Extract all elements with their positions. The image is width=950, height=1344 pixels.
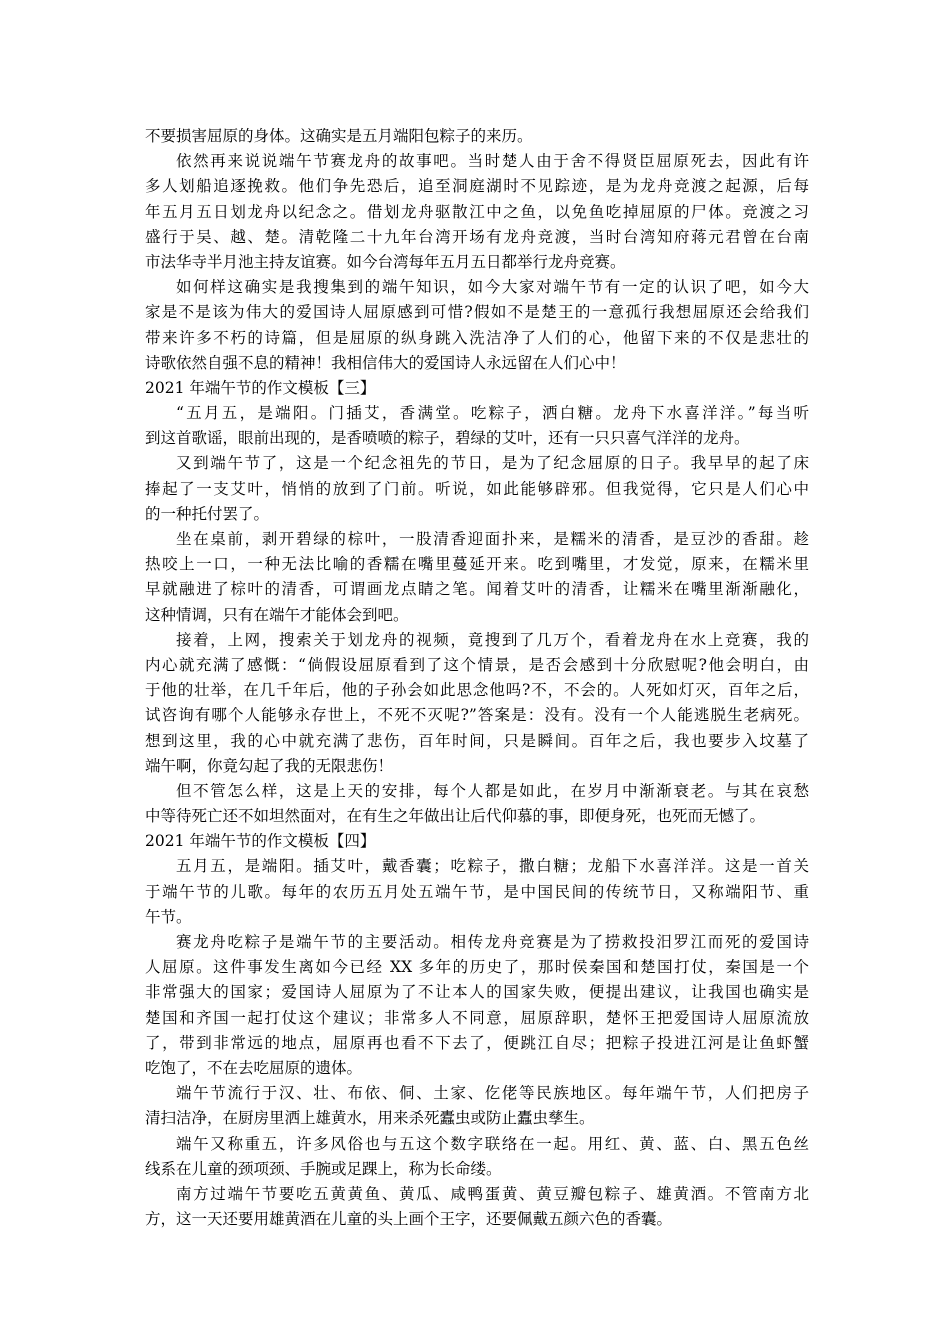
text-line: 接着，上网，搜索关于划龙舟的视频，竟搜到了几万个，看着龙舟在水上竞赛，我的 (176, 630, 809, 649)
paragraph (145, 401, 809, 451)
paragraph (145, 451, 809, 527)
text-line: 试咨询有哪个人能够永存世上，不死不灭呢?”答案是：没有。没有一个人能逃脱生老病死。 (145, 706, 809, 725)
paragraph (145, 1182, 809, 1232)
text-line: 早就融进了棕叶的清香，可谓画龙点睛之笔。闻着艾叶的清香，让糯米在嘴里渐渐融化， (145, 580, 809, 599)
text-line: 端午又称重五，许多风俗也与五这个数字联络在一起。用红、黄、蓝、白、黑五色丝 (176, 1134, 809, 1153)
paragraph (145, 628, 809, 779)
paragraph (145, 930, 809, 1081)
text-line: 年五月五日划龙舟以纪念之。借划龙舟驱散江中之鱼，以免鱼吃掉屈原的尸体。竞渡之习 (145, 202, 809, 221)
text-line: 端午节流行于汉、壮、布依、侗、土家、仡佬等民族地区。每年端午节，人们把房子 (176, 1084, 809, 1103)
text-line: 非常强大的国家；爱国诗人屈原为了不让本人的国家失败，便提出建议，让我国也确实是 (145, 983, 809, 1002)
text-line: 午节。 (145, 907, 192, 926)
paragraph (145, 124, 809, 149)
paragraph (145, 275, 809, 376)
text-line: 五月五，是端阳。插艾叶，戴香囊；吃粽子，撒白糖；龙船下水喜洋洋。这是一首关 (176, 857, 809, 876)
text-line: 南方过端午节要吃五黄黄鱼、黄瓜、咸鸭蛋黄、黄豆瓣包粽子、雄黄酒。不管南方北 (176, 1184, 809, 1203)
text-line: 这种情调，只有在端午才能体会到吧。 (145, 605, 409, 624)
text-line: 于他的壮举，在几千年后，他的子孙会如此思念他吗?不，不会的。人死如灯灭，百年之后， (145, 681, 809, 700)
text-line: 盛行于吴、越、楚。清乾隆二十九年台湾开场有龙舟竞渡，当时台湾知府蒋元君曾在台南 (145, 227, 809, 246)
text-line: 市法华寺半月池主持友谊赛。如今台湾每年五月五日都举行龙舟竞赛。 (145, 252, 626, 271)
text-line: 于端午节的儿歌。每年的农历五月处五端午节，是中国民间的传统节日，又称端阳节、重 (145, 882, 809, 901)
text-line: 但不管怎么样，这是上天的安排，每个人都是如此，在岁月中渐渐衰老。与其在哀愁 (176, 781, 809, 800)
text-line: 中等待死亡还不如坦然面对，在有生之年做出让后代仰慕的事，即便身死，也死而无憾了。 (145, 807, 766, 826)
text-line: 赛龙舟吃粽子是端午节的主要活动。相传龙舟竞赛是为了捞救投汨罗江而死的爱国诗 (176, 933, 809, 951)
text-line: 内心就充满了感慨：“倘假设屈原看到了这个情景，是否会感到十分欣慰呢?他会明白，由 (145, 655, 809, 674)
text-line: 如何样这确实是我搜集到的端午知识，如今大家对端午节有一定的认识了吧，如今大 (176, 278, 809, 297)
text-line: 热咬上一口，一种无法比喻的香糯在嘴里蔓延开来。吃到嘴里，才发觉，原来，在糯米里 (145, 555, 809, 574)
section-heading: 2021 年端午节的作文模板【四】 (145, 832, 376, 851)
section-heading: 2021 年端午节的作文模板【三】 (145, 378, 376, 397)
text-line: 想到这里，我的心中就充满了悲伤，百年时间，只是瞬间。百年之后，我也要步入坟墓了 (145, 731, 809, 750)
paragraph (145, 1132, 809, 1182)
text-line: 楚国和齐国一起打仗这个建议；非常多人不同意，屈原辞职，楚怀王把爱国诗人屈原流放 (145, 1008, 809, 1027)
paragraph (145, 1081, 809, 1131)
text-line: 方，这一天还要用雄黄酒在儿童的头上画个王字，还要佩戴五颜六色的香囊。 (145, 1210, 673, 1229)
text-line: 人屈原。这件事发生离如今已经 XX 多年的历史了，那时侯秦国和楚国打仗，秦国是一个 (145, 958, 809, 977)
text-line: 不要损害屈原的身体。这确实是五月端阳包粽子的来历。 (145, 127, 533, 145)
text-line: 到这首歌谣，眼前出现的，是香喷喷的粽子，碧绿的艾叶，还有一只只喜气洋洋的龙舟。 (145, 429, 750, 448)
text-line: 依然再来说说端午节赛龙舟的故事吧。当时楚人由于舍不得贤臣屈原死去，因此有许 (176, 152, 809, 171)
text-line: 吃饱了，不在去吃屈原的遗体。 (145, 1058, 363, 1077)
paragraph (145, 527, 809, 628)
text-line: 又到端午节了，这是一个纪念祖先的节日，是为了纪念屈原的日子。我早早的起了床 (176, 454, 809, 473)
text-line: 坐在桌前，剥开碧绿的棕叶，一股清香迎面扑来，是糯米的清香，是豆沙的香甜。趁 (176, 530, 809, 548)
paragraph (145, 149, 809, 275)
text-line: “五月五，是端阳。门插艾，香满堂。吃粽子，洒白糖。龙舟下水喜洋洋。”每当听 (176, 404, 809, 423)
text-line: 的一种托付罢了。 (145, 504, 270, 523)
text-line: 了，带到非常远的地点，屈原再也看不下去了，便跳江自尽；把粽子投进江河是让鱼虾蟹 (145, 1033, 809, 1052)
text-line: 清扫洁净，在厨房里洒上雄黄水，用来杀死蠹虫或防止蠹虫孳生。 (145, 1109, 595, 1128)
text-line: 诗歌依然自强不息的精神！我相信伟大的爱国诗人永远留在人们心中！ (145, 353, 626, 372)
text-line: 多人划船追逐挽救。他们争先恐后，追至洞庭湖时不见踪迹，是为龙舟竞渡之起源，后每 (145, 177, 809, 196)
text-line: 端午啊，你竟勾起了我的无限悲伤！ (145, 756, 394, 775)
text-line: 线系在儿童的颈项颈、手腕或足踝上，称为长命缕。 (145, 1159, 502, 1178)
paragraph (145, 779, 809, 829)
text-line: 捧起了一支艾叶，悄悄的放到了门前。听说，如此能够辟邪。但我觉得，它只是人们心中 (145, 479, 809, 498)
text-line: 家是不是该为伟大的爱国诗人屈原感到可惜?假如不是楚王的一意孤行我想屈原还会给我们 (145, 303, 809, 322)
document-page (145, 124, 809, 1232)
text-line: 带来许多不朽的诗篇，但是屈原的纵身跳入洗洁净了人们的心，他留下来的不仅是悲壮的 (145, 328, 809, 347)
paragraph (145, 854, 809, 930)
